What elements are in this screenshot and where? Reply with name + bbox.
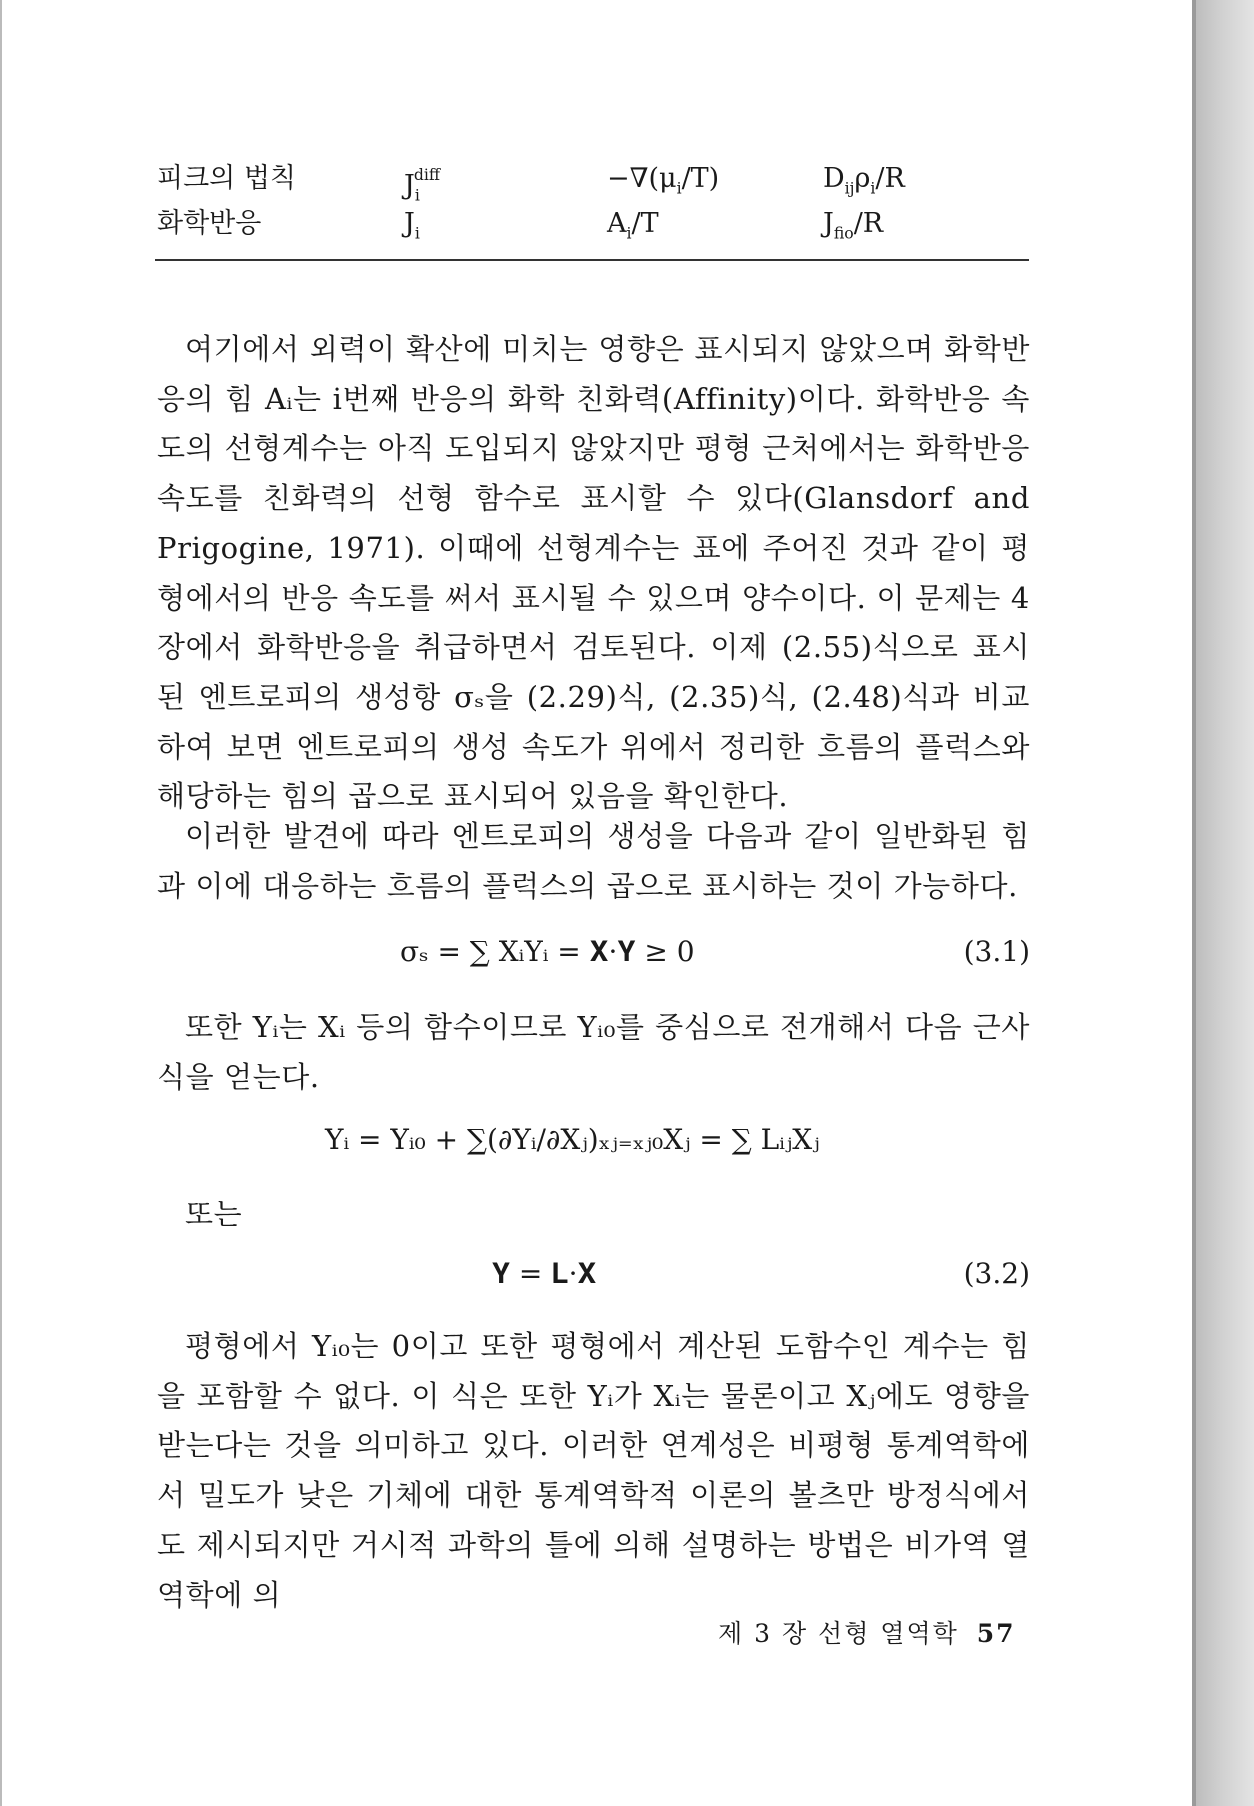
paragraph-or: 또는 xyxy=(185,1197,243,1231)
equation-3-1: σₛ = ∑ XᵢYᵢ = 𝐗·𝐘 ≥ 0 xyxy=(400,935,695,968)
table-cell-flux: $J_i^{diff}$ xyxy=(404,165,440,205)
table-cell-flux: $J_i$ xyxy=(404,208,420,243)
table-cell-force: $-\nabla(\mu_i/T)$ xyxy=(607,163,720,198)
table-cell-coef: $J_{fio}/R$ xyxy=(823,208,884,243)
paragraph-generalized-force: 이러한 발견에 따라 엔트로피의 생성을 다음과 같이 일반화된 힘과 이에 대응하는 흐름의 플럭스의 곱으로 표시하는 것이 가능하다. xyxy=(157,819,1030,903)
paragraph-expansion: 또한 Yᵢ는 Xᵢ 등의 함수이므로 Yᵢ₀를 중심으로 전개해서 다음 근사식을 얻는다. xyxy=(157,1010,1030,1094)
equation-number-3-2: (3.2) xyxy=(963,1257,1030,1290)
equation-number-3-1: (3.1) xyxy=(963,935,1030,968)
table-bottom-rule xyxy=(155,259,1029,261)
paragraph-equilibrium: 평형에서 Yᵢ₀는 0이고 또한 평형에서 계산된 도함수인 계수는 힘을 포함할 수 없다. 이 식은 또한 Yᵢ가 Xᵢ는 물론이고 Xⱼ에도 영향을 받는다는 것을 의미하고 있다. 이러한 연계성은 비평형 통계역학에서 밀도가 낮은 기체에 대한 통계역학적 이론의 볼츠만 방정식에서도 제시되지만 거시적 과학의 틀에 의해 설명하는 방법은 비가역 열역학에 의 xyxy=(157,1329,1030,1612)
table-cell-force: $A_i/T$ xyxy=(607,208,659,243)
page-number: 57 xyxy=(976,1619,1016,1648)
paragraph-affinity: 여기에서 외력이 확산에 미치는 영향은 표시되지 않았으며 화학반응의 힘 Aᵢ는 i번째 반응의 화학 친화력(Affinity)이다. 화학반응 속도의 선형계수는 아직 도입되지 않았지만 평형 근처에서는 화학반응속도를 친화력의 선형 함수로 표시할 수 있다(Glansdorf and Prigogine, 1971). 이때에 선형계수는 표에 주어진 것과 같이 평형에서의 반응 속도를 써서 표시될 수 있으며 양수이다. 이 문제는 4장에서 화학반응을 취급하면서 검토된다. 이제 (2.55)식으로 표시된 엔트로피의 생성항 σₛ을 (2.29)식, (2.35)식, (2.48)식과 비교하여 보면 엔트로피의 생성 속도가 위에서 정리한 흐름의 플럭스와 해당하는 힘의 곱으로 표시되어 있음을 확인한다. xyxy=(157,332,1030,814)
table-cell-coef: $D_{ij}\rho_i/R$ xyxy=(823,163,905,198)
equation-3-2: 𝐘 = 𝐋·𝐗 xyxy=(492,1257,597,1290)
page-footer xyxy=(718,1614,1016,1650)
equation-expansion: Yᵢ = Yᵢ₀ + ∑(∂Yᵢ/∂Xⱼ)ₓⱼ₌ₓⱼ₀Xⱼ = ∑ LᵢⱼXⱼ xyxy=(325,1123,820,1156)
page-stack-edge xyxy=(1196,0,1254,1806)
table-cell-name: 피크의 법칙 xyxy=(157,163,296,194)
running-chapter-title: 제 3 장 선형 열역학 xyxy=(718,1619,959,1648)
table-cell-name: 화학반응 xyxy=(157,208,262,239)
